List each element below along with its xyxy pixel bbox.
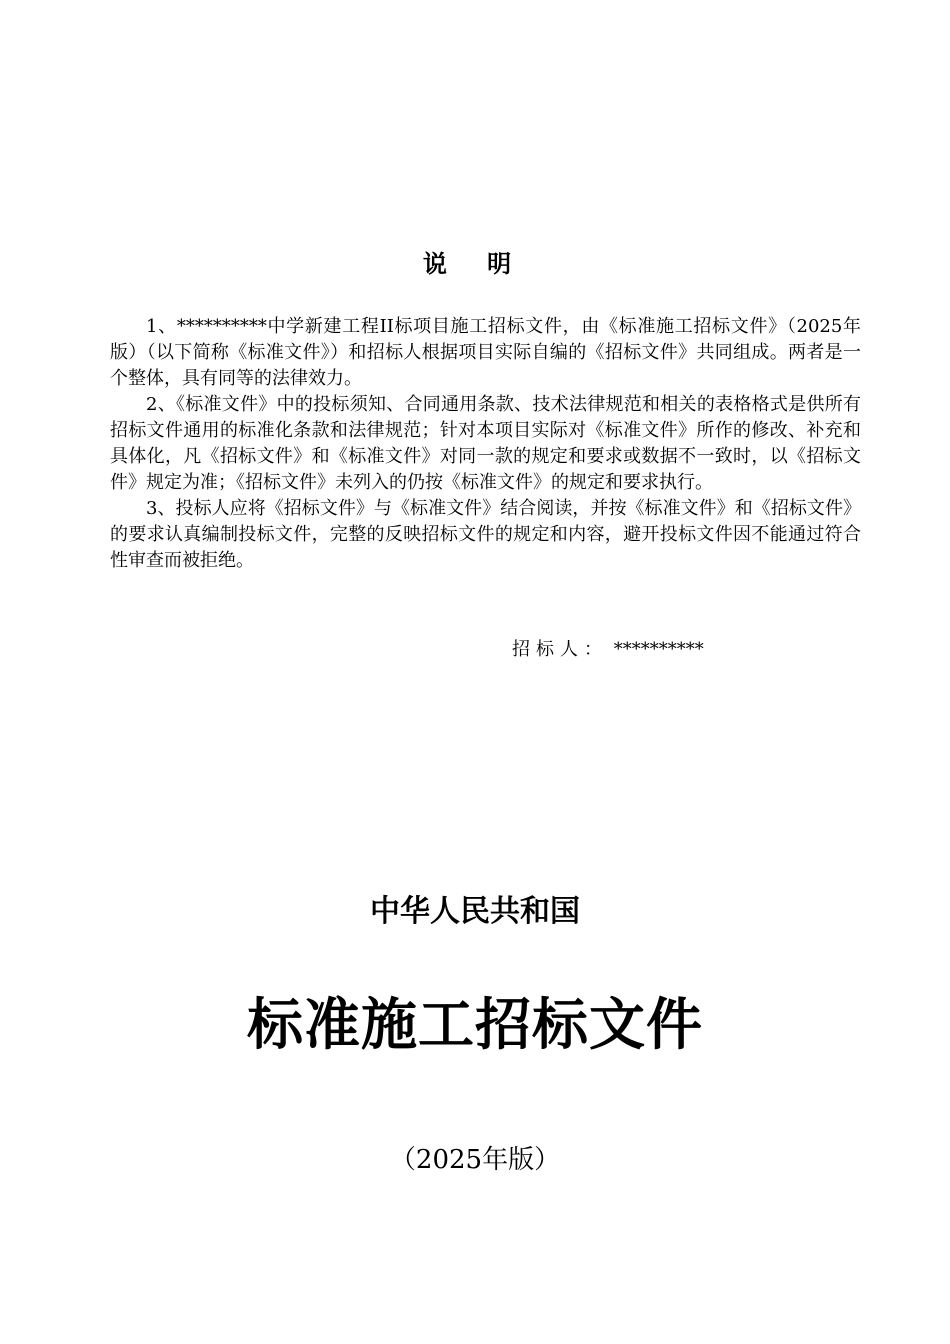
signer-label: 招标人： — [512, 639, 608, 660]
cover-title: 标准施工招标文件 — [247, 993, 703, 1058]
cover-country: 中华人民共和国 — [370, 894, 580, 929]
signer-line — [512, 637, 704, 663]
notes-paragraph-2: 2、《标准文件》中的投标须知、合同通用条款、技术法律规范和相关的表格格式是供所有招标文件通用的标准化条款和法律规范；针对本项目实际对《标准文件》所作的修改、补充和具体化，凡《招标文件》和《标准文件》对同一款的规定和要求或数据不一致时，以《招标文件》规定为准；《招标文件》未列入的仍按《标准文件》的规定和要求执行。 — [110, 394, 861, 493]
notes-paragraph-1: 1、**********中学新建工程II标项目施工招标文件，由《标准施工招标文件》（2025年版）（以下简称《标准文件》）和招标人根据项目实际自编的《招标文件》共同组成。两者是一个整体，具有同等的法律效力。 — [110, 316, 861, 389]
signer-value: ********** — [613, 639, 704, 660]
notes-paragraph-3: 3、投标人应将《招标文件》与《标准文件》结合阅读，并按《标准文件》和《招标文件》的要求认真编制投标文件，完整的反映招标文件的规定和内容，避开投标文件因不能通过符合性审查而被拒绝。 — [110, 498, 861, 571]
cover-edition: （2025年版） — [389, 1145, 561, 1175]
notes-title: 说 明 — [422, 250, 528, 278]
notes-body — [110, 314, 861, 574]
